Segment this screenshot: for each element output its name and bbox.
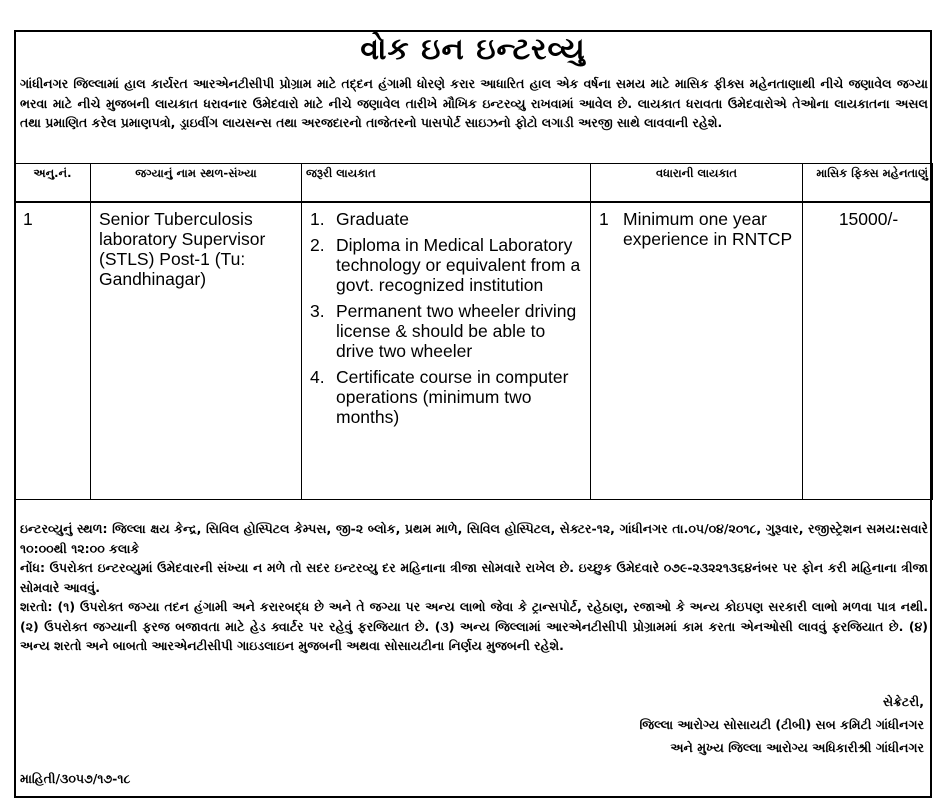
- header-qualification: જરૂરી લાયકાત: [302, 164, 591, 202]
- intro-paragraph: ગાંધીનગર જિલ્લામાં હાલ કાર્યરત આરએનટીસીપી પ્રોગ્રામ માટે તદ્દન હંગામી ધોરણે કરાર આધારિત હાલ એક વર્ષના સમય માટે માસિક ફીક્સ મહેનતાણાથી નીચે જણાવેલ જગ્યા ભરવા માટે નીચે મુજબની લાયકાત ધરાવનાર ઉમેદવારો માટે નીચે જણાવેલ તારીખે મૌખિક ઇન્ટરવ્યુ રાખવામાં આવેલ છે. લાયકાત ધરાવતા ઉમેદવારોએ તેઓના લાયકાતના અસલ તથા પ્રમાણિત કરેલ પ્રમાણપત્રો, ડ્રાઇવીંગ લાયસન્સ તથા અરજદારનો તાજેતરનો પાસપોર્ટ સાઇઝનો ફોટો લગાડી અરજી સાથે લાવવાની રહેશે.: [20, 76, 928, 130]
- posts-table: [14, 163, 933, 500]
- qualification-number: 2.: [310, 234, 325, 255]
- header-salary: માસિક ફિક્સ મહેનતાણું: [803, 164, 933, 202]
- qualification-text: Diploma in Medical Laboratory technology or equivalent from a govt. recognized institution: [336, 234, 581, 295]
- qualification-number: 3.: [310, 300, 325, 321]
- list-item: [310, 235, 584, 295]
- cell-salary: 15000/-: [803, 202, 933, 500]
- extra-qualification-text: Minimum one year experience in RNTCP: [623, 208, 793, 249]
- qualification-number: 1.: [310, 208, 325, 229]
- interview-venue: ઇન્ટરવ્યુનું સ્થળ: જિલ્લા ક્ષય કેન્દ્ર, સિવિલ હોસ્પિટલ કેમ્પસ, જી-૨ બ્લોક, પ્રથમ માળે, સિવિલ હોસ્પિટલ, સેક્ટર-૧૨, ગાંધીનગર તા.૦૫/૦૪/૨૦૧૮, ગુરૂવાર, રજીસ્ટ્રેશન સમય:સવારે ૧૦:૦૦થી ૧૨:૦૦ કલાકે: [20, 521, 928, 556]
- signature-organization: જિલ્લા આરોગ્ય સોસાયટી (ટીબી) સબ કમિટી ગાંધીનગર: [639, 717, 924, 732]
- list-item: [310, 301, 584, 361]
- header-extra-qualification: વધારાની લાયકાત: [591, 164, 803, 202]
- extra-qualification-number: 1: [599, 208, 609, 229]
- header-sr-no: અનુ.નં.: [15, 164, 91, 202]
- header-post-name: જગ્યાનું નામ સ્થળ-સંખ્યા: [91, 164, 302, 202]
- qualification-list: [310, 209, 584, 427]
- signature-title: સેક્રેટરી,: [882, 694, 924, 709]
- cell-extra-qualification: [591, 202, 803, 500]
- qualification-text: Certificate course in computer operations (minimum two months): [336, 366, 569, 427]
- qualification-text: Graduate: [336, 208, 409, 229]
- notice-title: વોક ઇન ઇન્ટરવ્યુ: [360, 32, 586, 67]
- qualification-number: 4.: [310, 366, 325, 387]
- terms-paragraph: શરતો: (૧) ઉપરોક્ત જગ્યા તદન હંગામી અને કરારબદ્ધ છે અને તે જગ્યા પર અન્ય લાભો જેવા કે ટ્રાન્સપોર્ટ, રહેઠાણ, રજાઓ કે અન્ય કોઇપણ સરકારી લાભો મળવા પાત્ર નથી. (૨) ઉપરોક્ત જગ્યાની ફરજ બજાવતા માટે હેડ ક્વાર્ટર પર રહેવું ફરજિયાત છે. (૩) અન્ય જિલ્લામાં આરએનટીસીપી પ્રોગ્રામમાં કામ કરતા એનઓસી લાવવું ફરજિયાત છે. (૪) અન્ય શરતો અને બાબતો આરએનટીસીપી ગાઇડલાઇન મુજબની અથવા સોસાયટીના નિર્ણય મુજબની રહેશે.: [20, 599, 928, 653]
- extra-qualification-item: [599, 209, 796, 249]
- note-paragraph: નોંધ: ઉપરોક્ત ઇન્ટરવ્યુમાં ઉમેદવારની સંખ્યા ન મળે તો સદર ઇન્ટરવ્યુ દર મહિનાના ત્રીજા સોમવારે રાખેલ છે. ઇચ્છુક ઉમેદવારે ૦૭૯-૨૩૨૨૧૩૬૪નંબર પર ફોન કરી મહિનાના ત્રીજા સોમવારે આવવું.: [20, 560, 928, 595]
- list-item: [310, 367, 584, 427]
- signature-officer: અને મુખ્ય જિલ્લા આરોગ્ય અધિકારીશ્રી ગાંધીનગર: [670, 740, 924, 755]
- footer-section: [20, 519, 928, 656]
- qualification-text: Permanent two wheeler driving license & should be able to drive two wheeler: [336, 300, 577, 361]
- list-item: [310, 209, 584, 229]
- signature-block: [464, 690, 924, 759]
- cell-post-name: Senior Tuberculosis laboratory Supervisor (STLS) Post-1 (Tu: Gandhinagar): [91, 202, 302, 500]
- cell-sr-no: 1: [15, 202, 91, 500]
- cell-qualifications: [302, 202, 591, 500]
- reference-number: માહિતી/૩૦૫૭/૧૭-૧૮: [20, 771, 131, 786]
- table-row: [15, 202, 933, 500]
- table-header-row: [15, 164, 933, 202]
